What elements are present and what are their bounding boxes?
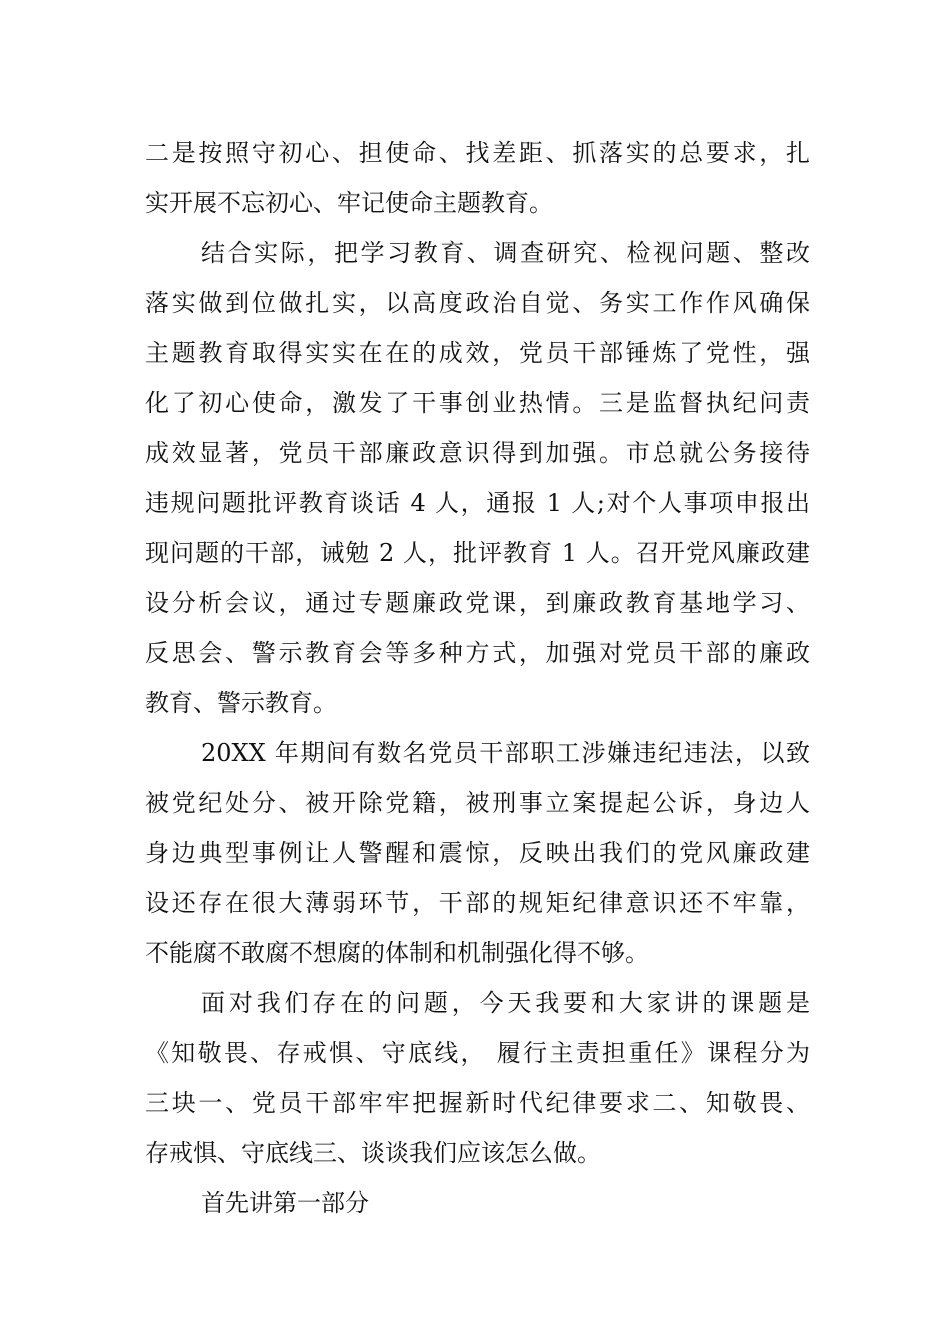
text-line: 违规问题批评教育谈话 4 人，通报 1 人;对个人事项申报出 (145, 489, 810, 517)
text-line: 落实做到位做扎实，以高度政治自觉、务实工作作风确保 (145, 289, 810, 317)
paragraph-1 (145, 128, 810, 228)
text-line: 结合实际，把学习教育、调查研究、检视问题、整改 (201, 239, 810, 267)
text-line: 现问题的干部，诫勉 2 人，批评教育 1 人。召开党风廉政建 (145, 539, 810, 567)
text-line: 主题教育取得实实在在的成效，党员干部锤炼了党性，强 (145, 339, 810, 367)
text-line: 成效显著，党员干部廉政意识得到加强。市总就公务接待 (145, 439, 810, 467)
paragraph-2 (145, 228, 810, 728)
paragraph-4 (145, 978, 810, 1178)
text-line: 教育、警示教育。 (145, 689, 337, 717)
text-line: 《知敬畏、存戒惧、守底线， 履行主责担重任》课程分为 (145, 1039, 810, 1067)
text-line: 不能腐不敢腐不想腐的体制和机制强化得不够。 (145, 939, 649, 967)
text-line: 被党纪处分、被开除党籍，被刑事立案提起公诉，身边人 (145, 789, 810, 817)
text-line: 面对我们存在的问题，今天我要和大家讲的课题是 (201, 989, 810, 1017)
text-line: 首先讲第一部分 (201, 1189, 369, 1217)
text-line: 设分析会议，通过专题廉政党课，到廉政教育基地学习、 (145, 589, 810, 617)
text-line: 三块一、党员干部牢牢把握新时代纪律要求二、知敬畏、 (145, 1089, 810, 1117)
text-line: 设还存在很大薄弱环节，干部的规矩纪律意识还不牢靠， (145, 889, 810, 917)
text-line: 二是按照守初心、担使命、找差距、抓落实的总要求，扎 (145, 139, 810, 167)
text-line: 反思会、警示教育会等多种方式，加强对党员干部的廉政 (145, 639, 810, 667)
text-line: 20XX 年期间有数名党员干部职工涉嫌违纪违法，以致 (201, 739, 810, 767)
text-line: 化了初心使命，激发了干事创业热情。三是监督执纪问责 (145, 389, 810, 417)
text-line: 实开展不忘初心、牢记使命主题教育。 (145, 189, 553, 217)
text-line: 存戒惧、守底线三、谈谈我们应该怎么做。 (145, 1139, 601, 1167)
paragraph-3 (145, 728, 810, 978)
text-line: 身边典型事例让人警醒和震惊，反映出我们的党风廉政建 (145, 839, 810, 867)
paragraph-5 (145, 1178, 810, 1228)
document-body (145, 128, 810, 1228)
